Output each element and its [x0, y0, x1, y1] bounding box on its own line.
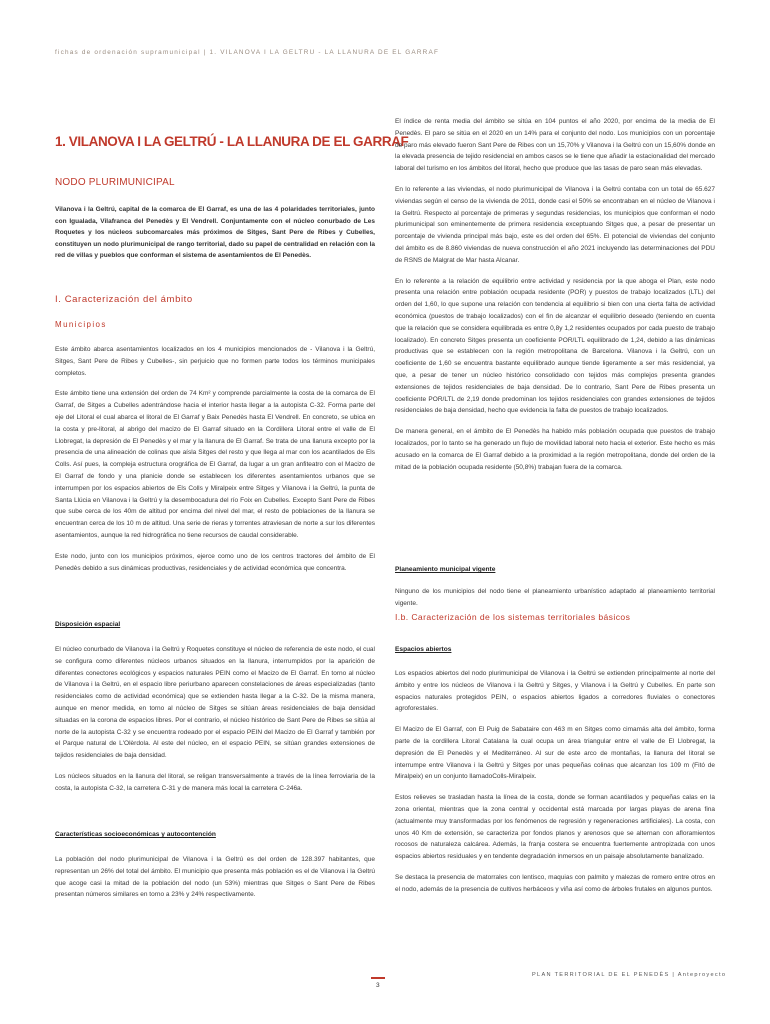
page-subtitle: NODO PLURIMUNICIPAL — [55, 177, 175, 188]
subheading-caracteristicas: Características socioeconómicas y autocontención — [55, 831, 216, 838]
paragraph: Se destaca la presencia de matorrales con lentisco, maquias con palmito y malezas de romero entre otros en el nodo, además de la presencia de cultivos herbáceos y viña así como de árboles frutales en algunos puntos. — [395, 873, 715, 893]
section-heading-caracterizacion: I. Caracterización del ámbito — [55, 294, 193, 305]
page-number: 3 — [376, 982, 380, 989]
paragraph: Los núcleos situados en la llanura del litoral, se religan transversalmente a través de la línea ferroviaria de la costa, la autopista C-32, la carretera C-31 y de manera más local la carretera C-246a. — [55, 772, 375, 792]
subheading-disposicion: Disposición espacial — [55, 621, 121, 628]
paragraph: La población del nodo plurimunicipal de Vilanova i la Geltrú es del orden de 128.397 habitantes, que representan un 26% del total del ámbito. El municipio que presenta más población es el de Vilanova i la Geltrú que acoge casi la mitad de la población del nodo (un 53%) mientras que Sitges o Sant Pere de Ribes presentan números similares en torno a 23% y 24% respectivamente. — [55, 856, 375, 899]
section-heading-sistemas: I.b. Caracterización de los sistemas territoriales básicos — [395, 612, 631, 622]
paragraph: El Macizo de El Garraf, con El Puig de Sabataire con 463 m en Sitges como cimamás alta del ámbito, forma parte de la cordillera Litoral Catalana la cual ocupa un área triangular entre el valle de El Llobregat, la depresión de El Penedès y el Mediterráneo. Al sur de este arco de montañas, la llanura del litoral se interrumpe entre Vilanova i la Geltrú y Sitges por unas pequeñas colinas que alcanzan los 109 m (Fitó de Miralpeix) en un conjunto llamadoColls-Miralpeix. — [395, 726, 715, 781]
page-number-rule — [371, 977, 385, 979]
running-header: fichas de ordenación supramunicipal | 1. VILANOVA I LA GELTRÚ - LA LLANURA DE EL GARRAF — [55, 49, 440, 56]
planeamiento-text — [395, 586, 715, 610]
paragraph: Estos relieves se trasladan hasta la línea de la costa, donde se forman acantilados y pequeñas calas en la zona oriental, mientras que la zona central y occidental está marcada por largas playas de arena fina (actualmente muy transformadas por los fenómenos de regresión y regeneraciones artificiales). La costa, con unos 40 Km de extensión, se caracteriza por fondos planos y arenosos que se alternan con afloramientos rocosos de naturaleza calcárea. Además, la franja costera se encuentra fuertemente antropizada con unos espacios abiertos residuales y en tendente degradación inmersos en un paisaje absolutamente banalizado. — [395, 794, 715, 861]
paragraph: Los espacios abiertos del nodo plurimunicipal de Vilanova i la Geltrú se extienden principalmente al norte del ámbito y entre los núcleos de Vilanova i la Geltrú y Sitges, y Vilanova i la Geltrú y Cubelles. En parte son espacios naturales protegidos PEIN, o espacios abiertos ligados a corredores fluviales o conectores agroforestales. — [395, 670, 715, 713]
right-column-text — [395, 116, 715, 473]
paragraph: En lo referente a las viviendas, el nodo plurimunicipal de Vilanova i la Geltrú contaba con un total de 65.627 viviendas según el censo de la vivienda de 2011, donde casi el 50% se encontraban en el núcleo de Vilanova i la Geltrú. Respecto al porcentaje de primeras y segundas residencias, los municipios que conforman el nodo plurimunicipal son eminentemente de primera residencia exceptuando Sitges que, a pesar de presentar un porcentaje de vivienda principal más bajo, este es del orden del 65%. El potencial de viviendas del conjunto del ámbito es de 8.860 viviendas de nueva construcción el año 2021 incluyendo las determinaciones del PDU de RSNS de Malgrat de Mar hasta Alcanar. — [395, 185, 715, 264]
disposicion-text — [55, 644, 375, 795]
page-title: 1. VILANOVA I LA GELTRÚ - LA LLANURA DE EL GARRAF — [55, 134, 409, 149]
subheading-municipios: Municipios — [55, 320, 107, 329]
caracteristicas-text — [55, 854, 375, 901]
intro-paragraph: Vilanova i la Geltrú, capital de la comarca de El Garraf, es una de las 4 polaridades territoriales, junto con Igualada, Vilafranca del Penedès y El Vendrell. Conjuntamente con el núcleo conurbado de Les Roquetes y los núcleos subcomarcales más próximos de Sitges, Sant Pere de Ribes y Cubelles, constituyen un nodo plurimunicipal de rango territorial, dado su papel de centralidad en relación con la red de villas y pueblos que conforman el sistema de asentamientos de El Penedès. — [55, 206, 375, 260]
footer-plan-title: PLAN TERRITORIAL DE EL PENEDÈS | Anteproyecto — [532, 972, 727, 978]
municipios-text — [55, 344, 375, 574]
paragraph: El núcleo conurbado de Vilanova i la Geltrú y Roquetes constituye el núcleo de referencia de este nodo, el cual se configura como diferentes núcleos urbanos situados en la llanura, interrumpidos por la aparición de diferentes conectores ecológicos y espacios naturales PEIN como el Macizo de El Garraf. En torno al núcleo de Vilanova i la Geltrú, en el espacio libre periurbano aparecen constelaciones de áreas especializadas (tanto residenciales como de actividad económica) que se extienden hasta llegar a la C-32. De la misma manera, aunque en menor medida, en torno al núcleo de Sitges se sitúan áreas residenciales de baja densidad situadas en la corona de espacios libres. Por el contrario, el núcleo histórico de Sant Pere de Ribes se sitúa al norte de la autopista C-32 y se encuentra rodeado por el espacio PEIN del Macizo de El Garraf y también por el Parque natural de L'Olèrdola. Al este del núcleo, en el espacio PEIN, se sitúan grandes extensiones de tejidos residenciales de baja densidad. — [55, 646, 375, 760]
espacios-text — [395, 668, 715, 896]
paragraph: Este ámbito tiene una extensión del orden de 74 Km² y comprende parcialmente la costa de la comarca de El Garraf, de Sitges a Cubelles adentrándose hacia el interior hasta llegar a la autopista C-32. Forma parte del eje del Litoral el cual abarca el litoral de El Garraf y Baix Penedès hasta El Vendrell. En concreto, se ubica en la costa y pre-litoral, al abrigo del macizo de El Garraf situado en la Cordillera Litoral entre el valle de El Llobregat, la depresión de El Penedès y el mar y la llanura de El Garraf. Se trata de una llanura excepto por la presencia de una alineación de colinas que aísla Sitges del resto y que llega al mar con los acantilados de Els Colls. Así pues, la compleja estructura orográfica de El Garraf, da lugar a un gran anfiteatro con el Macizo de El Garraf de fondo y una planicie donde se establecen los diferentes asentamientos urbanos que se interrumpen por los espacios abiertos de Els Colls y Miralpeix entre Sitges y Vilanova i la Geltrú, la punta de Santa Llúcia en Vilanova i la Geltrú y la desembocadura del río Foix en Cubelles. Excepto Sant Pere de Ribes que sube cerca de los 40m de altitud por encima del nivel del mar, el resto de poblaciones de la llanura se encuentran cerca de los 10 m de altitud. Una serie de rieras y torrentes atraviesan de norte a sur los diferentes asentamientos, aunque la red hidrográfica no tiene recursos de caudal considerable. — [55, 390, 375, 539]
paragraph: El índice de renta media del ámbito se sitúa en 104 puntos el año 2020, por encima de la media de El Penedès. El paro se sitúa en el 2020 en un 14% para el conjunto del nodo. Los municipios con un porcentaje de paro más elevado fueron Sant Pere de Ribes con un 15,70% y Vilanova i la Geltrú con un 15,60% donde en la elevada presencia de tejido residencial en ambos casos se le tiene que añadir la estacionalidad del mercado laboral del turismo en los ámbitos del litoral, hecho que produce que las tasas de paro sean más elevadas. — [395, 118, 715, 173]
paragraph: Este nodo, junto con los municipios próximos, ejerce como uno de los centros tractores del ámbito de El Penedès debido a sus dinámicas productivas, residenciales y de actividad económica que concentra. — [55, 552, 375, 572]
paragraph: En lo referente a la relación de equilibrio entre actividad y residencia por la que aboga el Plan, este nodo presenta una relación entre población ocupada residente (POR) y puestos de trabajo localizados (LTL) del orden del 1,60, lo que supone una relación con tendencia al equilibrio si bien con una cierta falta de actividad económica (puestos de trabajo localizados) con el fin de alcanzar el equilibrio deseado (teniendo en cuenta que la relación que se considera equilibrada es entre 0,8y 1,2 residentes ocupados por cada puesto de trabajo localizado). En concreto Sitges presenta un coeficiente POR/LTL equilibrado de 1,24, debido a las dinámicas productivas que se establecen con la región metropolitana de Barcelona. Vilanova i la Geltrú, con un coeficiente de 1,60 se encuentra bastante equilibrado aunque tiende ligeramente a ser más residencial, ya que, a pesar de tener un núcleo histórico consolidado con tejidos más complejos presenta grandes extensiones de tejidos residenciales de baja densidad. De lo contrario, Sant Pere de Ribes presenta un coeficiente POR/LTL de 2,19 donde predominan los tejidos residenciales con grandes extensiones de tejidos residenciales de baja densidad, hecho que evidencia la falta de puestos de trabajo localizados. — [395, 277, 715, 415]
subheading-espacios-abiertos: Espacios abiertos — [395, 646, 452, 653]
paragraph: Este ámbito abarca asentamientos localizados en los 4 municipios mencionados de - Vilanova i la Geltrú, Sitges, Sant Pere de Ribes y Cubelles-, sin perjuicio que no formen parte todos los términos municipales completos. — [55, 346, 375, 377]
subheading-planeamiento: Planeamiento municipal vigente — [395, 566, 496, 573]
paragraph: De manera general, en el ámbito de El Penedès ha habido más población ocupada que puestos de trabajo localizados, por lo tanto se ha generado un flujo de movilidad laboral neto hacia el exterior. Este hecho es más acusado en la comarca de El Garraf debido a la proximidad a la región metropolitana, donde del orden de la mitad de la población ocupada residente (50,8%) trabajan fuera de la comarca. — [395, 428, 715, 471]
paragraph: Ninguno de los municipios del nodo tiene el planeamiento urbanístico adaptado al planeamiento territorial vigente. — [395, 588, 715, 607]
